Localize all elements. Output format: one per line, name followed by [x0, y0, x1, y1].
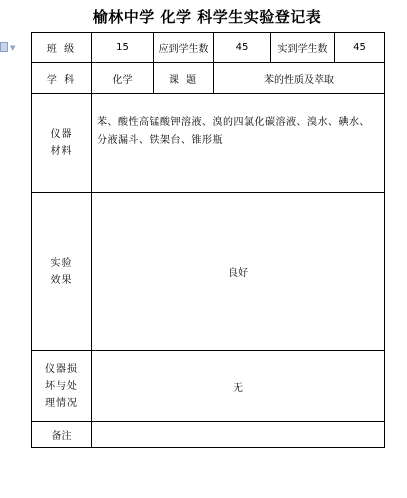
- page-title: 榆林中学 化学 科学生实验登记表: [92, 8, 322, 26]
- table-row: [32, 33, 385, 63]
- topic-label: 课 题: [154, 63, 214, 94]
- effect-value[interactable]: 良好: [92, 193, 385, 351]
- subject-value[interactable]: 化学: [92, 63, 154, 94]
- class-value[interactable]: 15: [92, 33, 154, 63]
- page-icon: [0, 42, 8, 52]
- subject-label: 学 科: [32, 63, 92, 94]
- damage-label: [32, 351, 92, 422]
- table-row: [32, 193, 385, 351]
- actual-count-label: 实到学生数: [271, 33, 335, 63]
- damage-label-line1: 仪器损: [45, 363, 78, 375]
- expected-count-label: 应到学生数: [154, 33, 214, 63]
- damage-value[interactable]: 无: [92, 351, 385, 422]
- table-row: [32, 63, 385, 94]
- class-label: 班 级: [32, 33, 92, 63]
- damage-label-line2: 坏与处: [45, 380, 78, 392]
- remarks-value[interactable]: [92, 422, 385, 448]
- registration-table: [31, 32, 385, 448]
- topic-value[interactable]: 苯的性质及萃取: [214, 63, 385, 94]
- table-row: [32, 351, 385, 422]
- effect-label-line2: 效果: [50, 274, 73, 286]
- table-row: [32, 94, 385, 193]
- damage-label-line3: 理情况: [45, 397, 78, 409]
- materials-label-line1: 仪器: [50, 129, 73, 140]
- expected-count-value[interactable]: 45: [214, 33, 271, 63]
- actual-count-value[interactable]: 45: [335, 33, 385, 63]
- chevron-down-icon: ▼: [10, 44, 16, 52]
- table-row: [32, 422, 385, 448]
- remarks-label: 备注: [32, 422, 92, 448]
- effect-label-line1: 实验: [50, 257, 73, 269]
- materials-label-line2: 材料: [50, 146, 73, 157]
- effect-label: [32, 193, 92, 351]
- materials-value[interactable]: 苯、酸性高锰酸钾溶液、溴的四氯化碳溶液、溴水、碘水、分液漏斗、铁架台、锥形瓶: [92, 94, 385, 193]
- materials-label: [32, 94, 92, 193]
- document-gutter-icon[interactable]: [0, 42, 20, 54]
